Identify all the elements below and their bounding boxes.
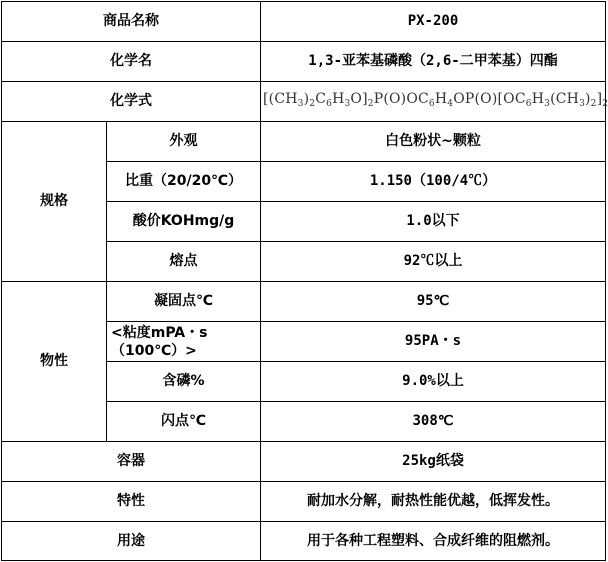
- solidifying-point-value: 95℃: [261, 282, 606, 322]
- solidifying-point-label: 凝固点℃: [107, 282, 261, 322]
- usage-label: 用途: [2, 522, 261, 561]
- features-value: 耐加水分解，耐热性能优越，低挥发性。: [261, 482, 606, 522]
- formula-subscript: 6: [525, 98, 532, 109]
- product-spec-table: [1, 1, 606, 561]
- properties-group-label: 物性: [2, 282, 107, 442]
- chemical-name-value: 1,3-亚苯基磷酸（2,6-二甲苯基）四酯: [261, 42, 606, 82]
- table-row-chemical-formula: [2, 82, 606, 122]
- acid-value-value: 1.0以下: [261, 202, 606, 242]
- formula-subscript: 4: [447, 98, 454, 109]
- formula-subscript: 3: [579, 98, 585, 109]
- table-row-product-name: [2, 2, 606, 42]
- formula-part: [(CH: [263, 90, 298, 107]
- formula-subscript: 2: [367, 98, 374, 109]
- acid-value-label: 酸价KOHmg/g: [107, 202, 261, 242]
- flash-point-label: 闪点℃: [107, 402, 261, 442]
- spec-group-label: 规格: [2, 122, 107, 282]
- formula-subscript: 2: [602, 98, 608, 109]
- product-name-label: 商品名称: [2, 2, 261, 42]
- formula-subscript: 3: [344, 98, 351, 109]
- formula-part: H: [332, 90, 345, 107]
- formula-part: ): [585, 90, 591, 107]
- features-label: 特性: [2, 482, 261, 522]
- container-value: 25kg纸袋: [261, 442, 606, 482]
- table-row-chemical-name: [2, 42, 606, 82]
- formula-part: P(O)OC: [373, 90, 429, 107]
- formula-subscript: 3: [544, 98, 551, 109]
- formula-part: ): [303, 90, 310, 107]
- phosphorus-label: 含磷%: [107, 362, 261, 402]
- formula-subscript: 6: [326, 98, 333, 109]
- table-row-solidifying-point: [2, 282, 606, 322]
- formula-part: H: [531, 90, 545, 107]
- product-name-value: PX-200: [261, 2, 606, 42]
- formula-part: OP(O)[OC: [453, 90, 526, 107]
- table-row-features: [2, 482, 606, 522]
- chemical-name-label: 化学名: [2, 42, 261, 82]
- melting-point-label: 熔点: [107, 242, 261, 282]
- formula-part: ]: [596, 90, 603, 107]
- formula-subscript: 6: [428, 98, 435, 109]
- usage-value: 用于各种工程塑料、合成纤维的阻燃剂。: [261, 522, 606, 561]
- melting-point-value: 92℃以上: [261, 242, 606, 282]
- chemical-formula-label: 化学式: [2, 82, 261, 122]
- appearance-value: 白色粉状~颗粒: [261, 122, 606, 162]
- phosphorus-value: 9.0%以上: [261, 362, 606, 402]
- formula-part: H: [434, 90, 448, 107]
- formula-part: (CH: [550, 90, 580, 107]
- formula-part: O]: [350, 90, 368, 107]
- formula-part: C: [315, 90, 327, 107]
- viscosity-label: <粘度mPA・s（100℃）>: [107, 322, 261, 362]
- chemical-formula-value: [261, 82, 606, 122]
- table-row-container: [2, 442, 606, 482]
- container-label: 容器: [2, 442, 261, 482]
- specific-gravity-label: 比重（20/20℃）: [107, 162, 261, 202]
- appearance-label: 外观: [107, 122, 261, 162]
- table-row-usage: [2, 522, 606, 561]
- formula-subscript: 3: [297, 98, 304, 109]
- formula-subscript: 2: [590, 98, 597, 109]
- table-row-appearance: [2, 122, 606, 162]
- flash-point-value: 308℃: [261, 402, 606, 442]
- viscosity-value: 95PA・s: [261, 322, 606, 362]
- specific-gravity-value: 1.150（100/4℃）: [261, 162, 606, 202]
- formula-subscript: 2: [309, 98, 316, 109]
